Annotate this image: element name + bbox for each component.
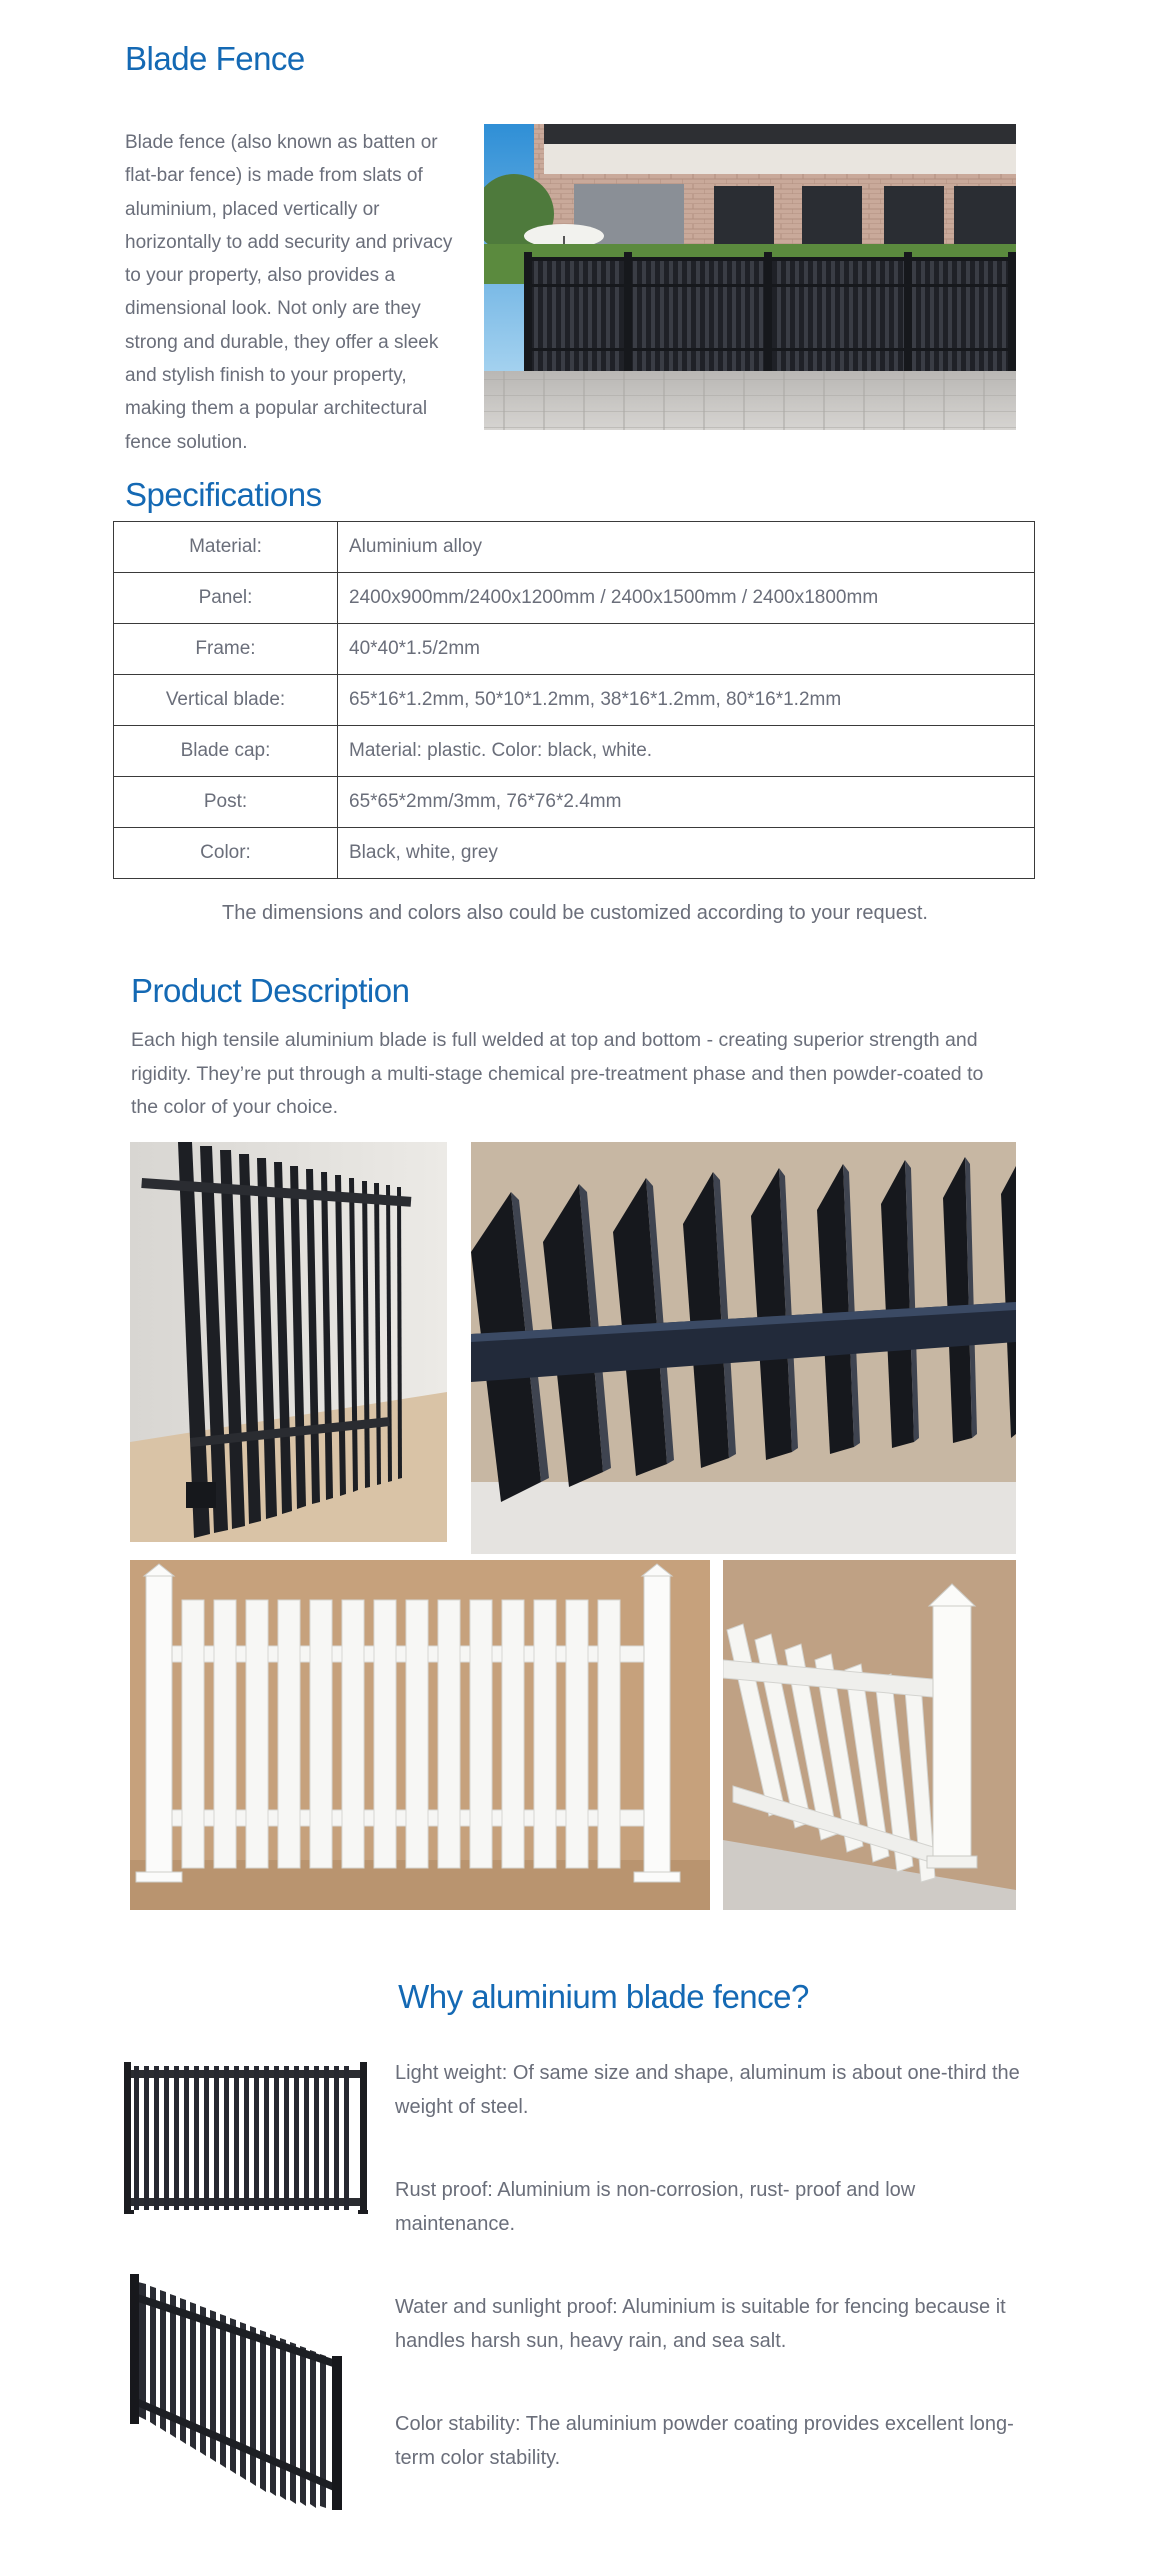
spec-value: Aluminium alloy — [338, 522, 1035, 573]
why-point-color-stability: Color stability: The aluminium powder coating provides excellent long-term color stability. — [395, 2413, 1014, 2469]
spec-value: Black, white, grey — [338, 828, 1035, 879]
spec-label: Panel: — [114, 573, 338, 624]
spec-value: 2400x900mm/2400x1200mm / 2400x1500mm / 2400x1800mm — [338, 573, 1035, 624]
why-point-rust-proof: Rust proof: Aluminium is non-corrosion, rust- proof and low maintenance. — [395, 2179, 916, 2235]
spec-value: 65*65*2mm/3mm, 76*76*2.4mm — [338, 777, 1035, 828]
why-point-water-sunlight-proof: Water and sunlight proof: Aluminium is suitable for fencing because it handles harsh sun, heavy rain, and sea salt. — [395, 2296, 1006, 2352]
spec-label: Blade cap: — [114, 726, 338, 777]
table-row — [114, 777, 1035, 828]
black-panel-photo — [130, 1142, 447, 1542]
spec-label: Vertical blade: — [114, 675, 338, 726]
specifications-title: Specifications — [125, 476, 322, 513]
product-description-title: Product Description — [131, 972, 410, 1009]
spec-label: Post: — [114, 777, 338, 828]
table-row — [114, 675, 1035, 726]
spec-value: 40*40*1.5/2mm — [338, 624, 1035, 675]
why-point-light-weight: Light weight: Of same size and shape, aluminum is about one-third the weight of steel. — [395, 2062, 1020, 2118]
why-title: Why aluminium blade fence? — [398, 1978, 809, 2015]
black-fence-front-photo — [124, 2060, 368, 2220]
spec-label: Frame: — [114, 624, 338, 675]
table-row — [114, 522, 1035, 573]
specifications-table — [113, 521, 1035, 879]
page-title: Blade Fence — [125, 40, 305, 77]
black-fence-angled-photo — [124, 2270, 364, 2510]
spec-label: Color: — [114, 828, 338, 879]
table-row — [114, 624, 1035, 675]
intro-paragraph: Blade fence (also known as batten or flat-bar fence) is made from slats of aluminium, placed vertically or horizontally to add security and privacy to your property, also provides a dimensional look. Not only are they strong and durable, they offer a sleek and stylish finish to your property, making them a popular architectural fence solution. — [125, 132, 453, 453]
white-post-detail-photo — [723, 1560, 1016, 1910]
product-description-paragraph: Each high tensile aluminium blade is full welded at top and bottom - creating superior strength and rigidity. They’re put through a multi-stage chemical pre-treatment phase and then powder-coated to the color of your choice. — [131, 1029, 984, 1118]
white-panel-photo — [130, 1560, 710, 1910]
spec-label: Material: — [114, 522, 338, 573]
spec-value: 65*16*1.2mm, 50*10*1.2mm, 38*16*1.2mm, 80*16*1.2mm — [338, 675, 1035, 726]
hero-fence-photo — [484, 124, 1016, 430]
table-row — [114, 828, 1035, 879]
customization-note: The dimensions and colors also could be customized according to your request. — [222, 902, 928, 924]
black-blade-closeup-photo — [471, 1142, 1016, 1554]
spec-value: Material: plastic. Color: black, white. — [338, 726, 1035, 777]
table-row — [114, 573, 1035, 624]
table-row — [114, 726, 1035, 777]
hero-fence-illustration — [484, 124, 1016, 430]
